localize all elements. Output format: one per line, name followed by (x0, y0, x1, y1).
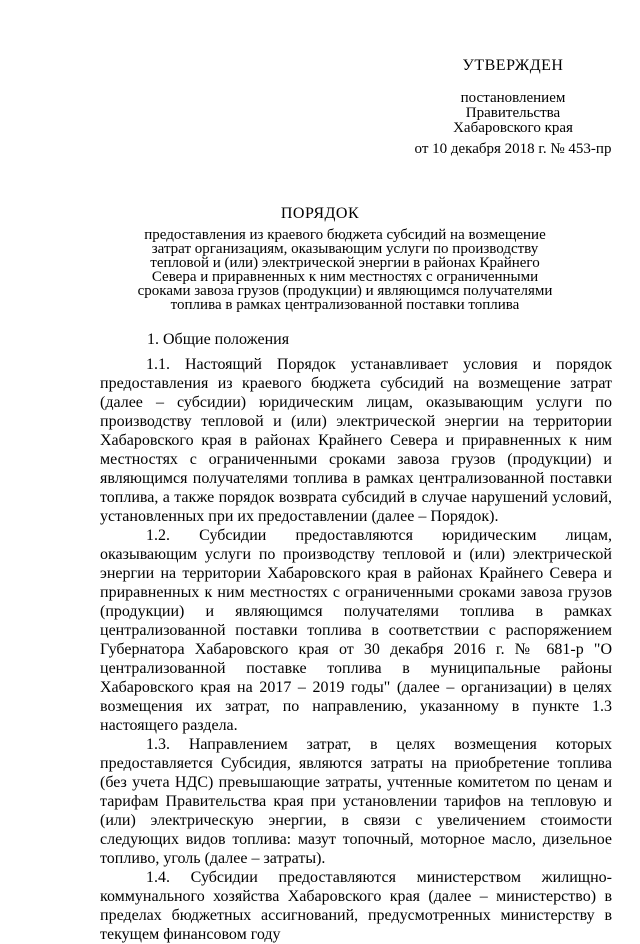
section-heading: 1. Общие положения (147, 331, 290, 348)
document-title: ПОРЯДОК (280, 205, 360, 222)
paragraph-1-3: 1.3. Направлением затрат, в целях возмещения которых предоставляется Субсидия, являются затраты на приобретение топлива (без учета НДС) превышающие затраты, учтенные комитетом по ценам и тарифам Правительства края при установлении тарифов на тепловую и (или) электрическую энергии, в связи с увеличением стоимости следующих видов топлива: мазут топочный, моторное масло, дизельное топливо, уголь (далее – затраты). (100, 736, 612, 867)
approval-date-number: от 10 декабря 2018 г. № 453-пр (414, 141, 612, 157)
approval-title: УТВЕРЖДЕН (462, 57, 564, 74)
paragraph-1-2: 1.2. Субсидии предоставляются юридическим лицам, оказывающим услуги по производству тепловой и (или) электрической энергии на территории Хабаровского края в районах Крайнего Севера и приравненных к ним местностях с ограниченными сроками завоза грузов (продукции) и являющимся получателями топлива в рамках централизованной поставки топлива в соответствии с распоряжением Губернатора Хабаровского края от 30 декабря 2016 г. № 681-р "О централизованной поставке топлива в муниципальные районы Хабаровского края на 2017 – 2019 годы" (далее – организации) в целях возмещения их затрат, по направлению, указанному в пункте 1.3 настоящего раздела. (100, 527, 612, 734)
approval-line-1: постановлением (460, 90, 566, 106)
section-body (100, 355, 612, 944)
approval-line-2: Правительства (465, 105, 561, 121)
approval-stamp (398, 58, 628, 157)
paragraph-1-1: 1.1. Настоящий Порядок устанавливает условия и порядок предоставления из краевого бюджета субсидий на возмещение затрат (далее – субсидии) юридическим лицам, оказывающим услуги по производству тепловой и (или) электрической энергии на территории Хабаровского края в районах Крайнего Севера и приравненных к ним местностях с ограниченными сроками завоза грузов (продукции) и являющимся получателями топлива в рамках централизованной поставки топлива, а также порядок возврата субсидий в случае нарушений условий, установленных при их предоставлении (далее – Порядок). (100, 356, 612, 525)
document-subtitle: предоставления из краевого бюджета субсидий на возмещение затрат организациям, оказывающим услуги по производству тепловой и (или) электрической энергии в районах Крайнего Севера и приравненных к ним местностях с ограниченными сроками завоза грузов (продукции) и являющимся получателями топлива в рамках централизованной поставки топлива (137, 227, 553, 313)
paragraph-1-4: 1.4. Субсидии предоставляются министерством жилищно-коммунального хозяйства Хабаровского края (далее – министерство) в пределах бюджетных ассигнований, предусмотренных министерству в текущем финансовом году (100, 869, 612, 943)
approval-line-3: Хабаровского края (453, 120, 573, 136)
